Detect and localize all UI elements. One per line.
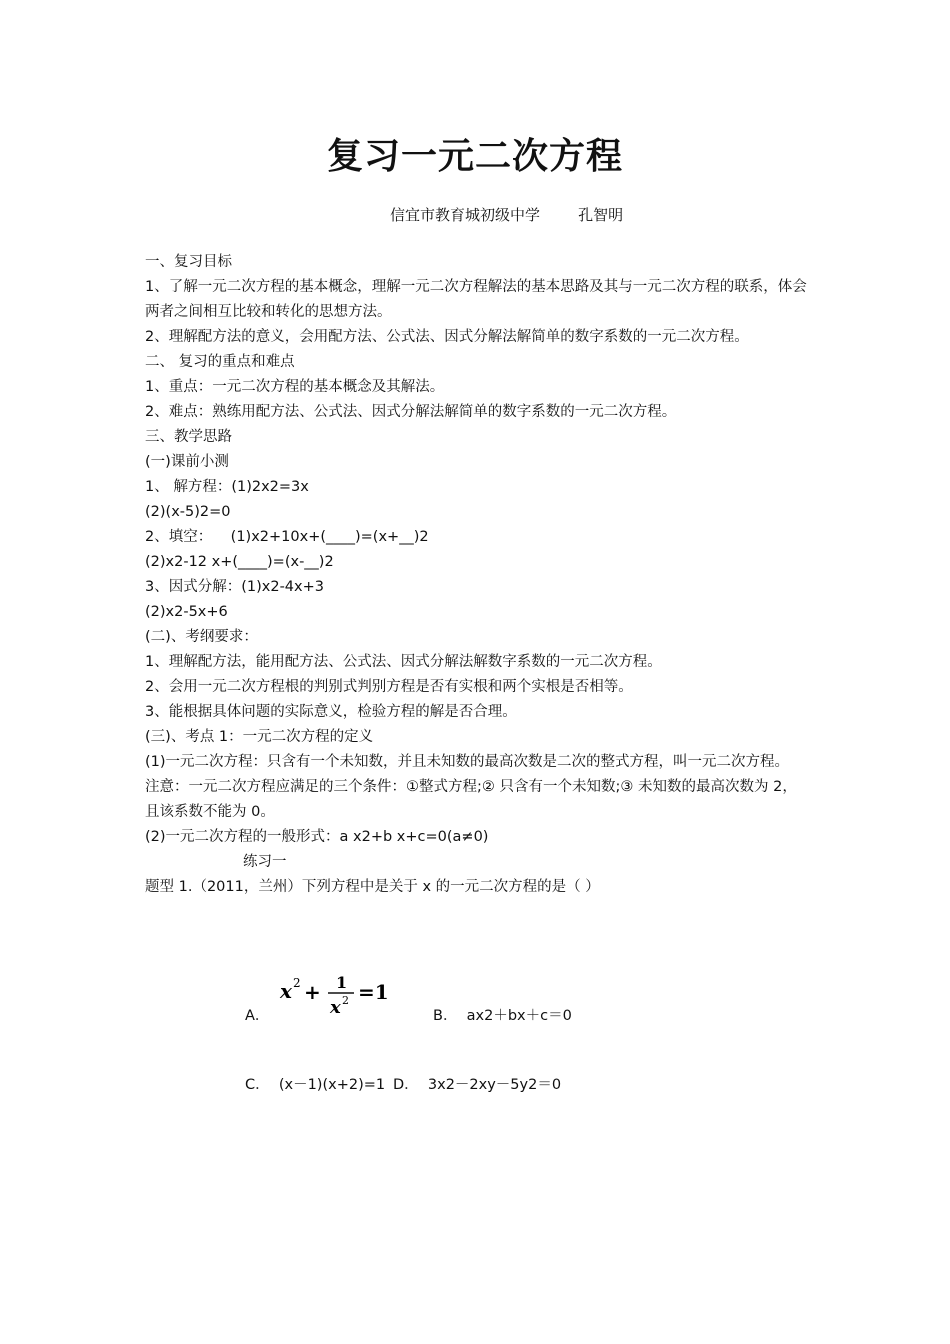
question-text: 题型 1.（2011，兰州）下列方程中是关于 x 的一元二次方程的是（ ）	[145, 879, 600, 895]
paragraph: 注意：一元二次方程应满足的三个条件：①整式方程;② 只含有一个未知数;③ 未知数的最高次数为 2，且该系数不能为 0。	[145, 779, 797, 820]
page-title: 复习一元二次方程	[326, 136, 623, 177]
paragraph: 二、 复习的重点和难点	[145, 354, 295, 370]
paragraph: 三、教学思路	[145, 429, 232, 445]
paragraph: (2)x2-5x+6	[145, 604, 228, 620]
formula-den-exp: 2	[342, 994, 349, 1007]
paragraph: 1、理解配方法，能用配方法、公式法、因式分解法解数字系数的一元二次方程。	[145, 654, 662, 670]
paragraph: 2、理解配方法的意义，会用配方法、公式法、因式分解法解简单的数字系数的一元二次方程。	[145, 329, 749, 345]
option-d: D． 3x2－2xy－5y2＝0	[393, 1077, 562, 1093]
document-body	[145, 250, 810, 900]
paragraph: 一、复习目标	[145, 254, 232, 270]
paragraph: 2、难点：熟练用配方法、公式法、因式分解法解简单的数字系数的一元二次方程。	[145, 404, 677, 420]
paragraph: (2)(x-5)2=0	[145, 504, 231, 520]
paragraph: 2、会用一元二次方程根的判别式判别方程是否有实根和两个实根是否相等。	[145, 679, 633, 695]
formula-base: x	[280, 979, 292, 1003]
paragraph: (2)x2-12 x+(____)=(x-__)2	[145, 554, 334, 570]
paragraph: (三)、考点 1：一元二次方程的定义	[145, 729, 374, 745]
formula-plus: +	[304, 980, 321, 1004]
paragraph: (1)一元二次方程：只含有一个未知数，并且未知数的最高次数是二次的整式方程，叫一元二次方程。	[145, 754, 790, 770]
paragraph: (一)课前小测	[145, 454, 229, 470]
formula-rhs: =1	[358, 980, 389, 1004]
paragraph: (二)、考纲要求：	[145, 629, 258, 645]
formula-den-base: x	[330, 997, 341, 1018]
paragraph: 1、重点：一元二次方程的基本概念及其解法。	[145, 379, 445, 395]
paragraph: 3、能根据具体问题的实际意义，检验方程的解是否合理。	[145, 704, 517, 720]
paragraph: 1、 解方程：(1)2x2=3x	[145, 479, 309, 495]
formula-num: 1	[336, 973, 348, 992]
paragraph: 3、因式分解：(1)x2-4x+3	[145, 579, 324, 595]
option-a-label: A．	[245, 1008, 270, 1024]
paragraph: 2、填空： (1)x2+10x+(____)=(x+__)2	[145, 529, 429, 545]
paragraph: (2)一元二次方程的一般形式：a x2+b x+c=0(a≠0)	[145, 829, 489, 845]
option-c: C． (x－1)(x+2)=1	[245, 1077, 386, 1093]
formula-option-a	[278, 968, 408, 1020]
formula-exp: 2	[293, 976, 301, 990]
option-b: B． ax2＋bx＋c＝0	[433, 1008, 572, 1024]
paragraph: 1、了解一元二次方程的基本概念，理解一元二次方程解法的基本思路及其与一元二次方程的联系，体会两者之间相互比较和转化的思想方法。	[145, 279, 807, 320]
author-line: 信宜市教育城初级中学 孔智明	[390, 206, 624, 224]
exercise-heading: 练习一	[243, 854, 287, 870]
